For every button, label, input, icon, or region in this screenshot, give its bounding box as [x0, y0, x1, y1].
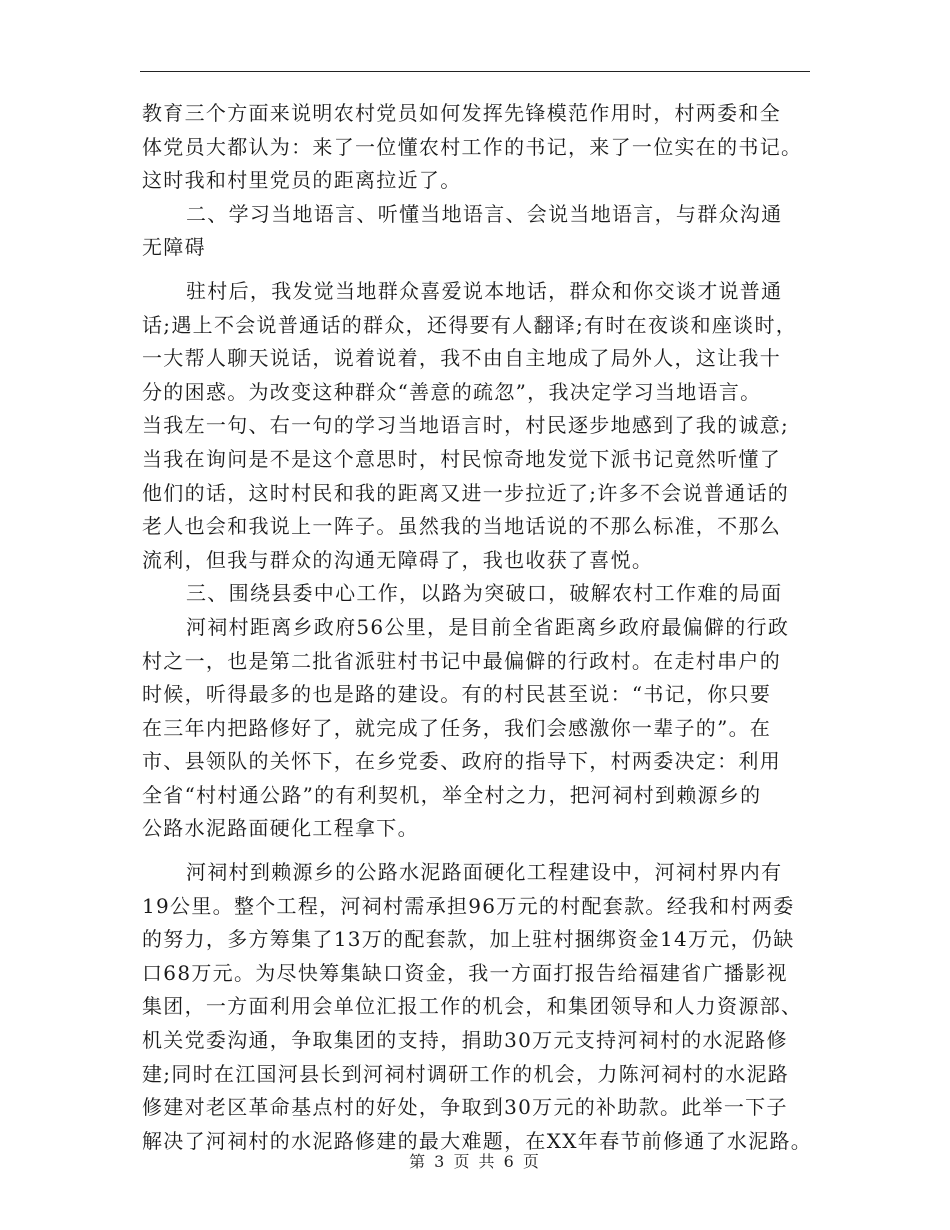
text-line: 当我在询问是不是这个意思时，村民惊奇地发觉下派书记竟然听懂了: [142, 446, 781, 471]
paragraph: [142, 577, 814, 611]
text-line: 老人也会和我说上一阵子。虽然我的当地话说的不那么标准，不那么: [142, 514, 781, 539]
header-rule: [140, 71, 810, 72]
paragraph: [142, 97, 814, 198]
text-line: 修建对老区革命基点村的好处，争取到30万元的补助款。此举一下子: [142, 1095, 788, 1120]
paragraph: [142, 611, 814, 846]
paragraph: [142, 856, 814, 1158]
page-footer: 第 3 页 共 6 页: [409, 1152, 541, 1171]
paragraph: [142, 198, 814, 265]
text-line: 河祠村距离乡政府56公里，是目前全省距离乡政府最偏僻的行政: [186, 614, 790, 639]
text-line: 分的困惑。为改变这种群众“善意的疏忽”，我决定学习当地语言。: [142, 379, 762, 404]
text-line: 集团，一方面利用会单位汇报工作的机会，和集团领导和人力资源部、: [142, 994, 803, 1019]
text-line: 教育三个方面来说明农村党员如何发挥先锋模范作用时，村两委和全: [142, 101, 781, 125]
text-line: 一大帮人聊天说话，说着说着，我不由自主地成了局外人，这让我十: [142, 346, 781, 371]
text-line: 河祠村到赖源乡的公路水泥路面硬化工程建设中，河祠村界内有: [186, 860, 783, 885]
document-body: [142, 97, 814, 1158]
text-line: 在三年内把路修好了，就完成了任务，我们会感激你一辈子的”。在: [142, 715, 772, 740]
text-line: 机关党委沟通，争取集团的支持，捐助30万元支持河祠村的水泥路修: [142, 1028, 788, 1053]
text-line: 的努力，多方筹集了13万的配套款，加上驻村捆绑资金14万元，仍缺: [142, 927, 795, 952]
text-line: 村之一，也是第二批省派驻村书记中最偏僻的行政村。在走村串户的: [142, 648, 781, 673]
text-line: 全省“村村通公路”的有利契机，举全村之力，把河祠村到赖源乡的: [142, 782, 762, 807]
text-line: 流利，但我与群众的沟通无障碍了，我也收获了喜悦。: [142, 547, 654, 572]
text-line: 无障碍: [142, 235, 206, 260]
text-line: 市、县领队的关怀下，在乡党委、政府的指导下，村两委决定：利用: [142, 749, 781, 774]
paragraph-gap: [142, 265, 814, 275]
text-line: 建;同时在江国河县长到河祠村调研工作的机会，力陈河祠村的水泥路: [142, 1061, 790, 1086]
text-line: 话;遇上不会说普通话的群众，还得要有人翻译;有时在夜谈和座谈时，: [142, 312, 798, 337]
text-line: 时候，听得最多的也是路的建设。有的村民甚至说：“书记，你只要: [142, 682, 772, 707]
text-line: 二、学习当地语言、听懂当地语言、会说当地语言，与群众沟通: [186, 201, 783, 226]
text-line: 19公里。整个工程，河祠村需承担96万元的村配套款。经我和村两委: [142, 893, 795, 918]
text-line: 体党员大都认为：来了一位懂农村工作的书记，来了一位实在的书记。: [142, 134, 803, 159]
paragraph-gap: [142, 846, 814, 856]
text-line: 他们的话，这时村民和我的距离又进一步拉近了;许多不会说普通话的: [142, 480, 790, 505]
paragraph: [142, 275, 814, 577]
text-line: 口68万元。为尽快筹集缺口资金，我一方面打报告给福建省广播影视: [142, 960, 788, 985]
text-line: 这时我和村里党员的距离拉近了。: [142, 168, 462, 193]
text-line: 三、围绕县委中心工作，以路为突破口，破解农村工作难的局面: [186, 581, 783, 606]
text-line: 驻村后，我发觉当地群众喜爱说本地话，群众和你交谈才说普通: [186, 278, 783, 303]
text-line: 解决了河祠村的水泥路修建的最大难题，在XX年春节前修通了水泥路。: [142, 1128, 813, 1153]
text-line: 公路水泥路面硬化工程拿下。: [142, 816, 419, 841]
text-line: 当我左一句、右一句的学习当地语言时，村民逐步地感到了我的诚意;: [142, 413, 790, 438]
